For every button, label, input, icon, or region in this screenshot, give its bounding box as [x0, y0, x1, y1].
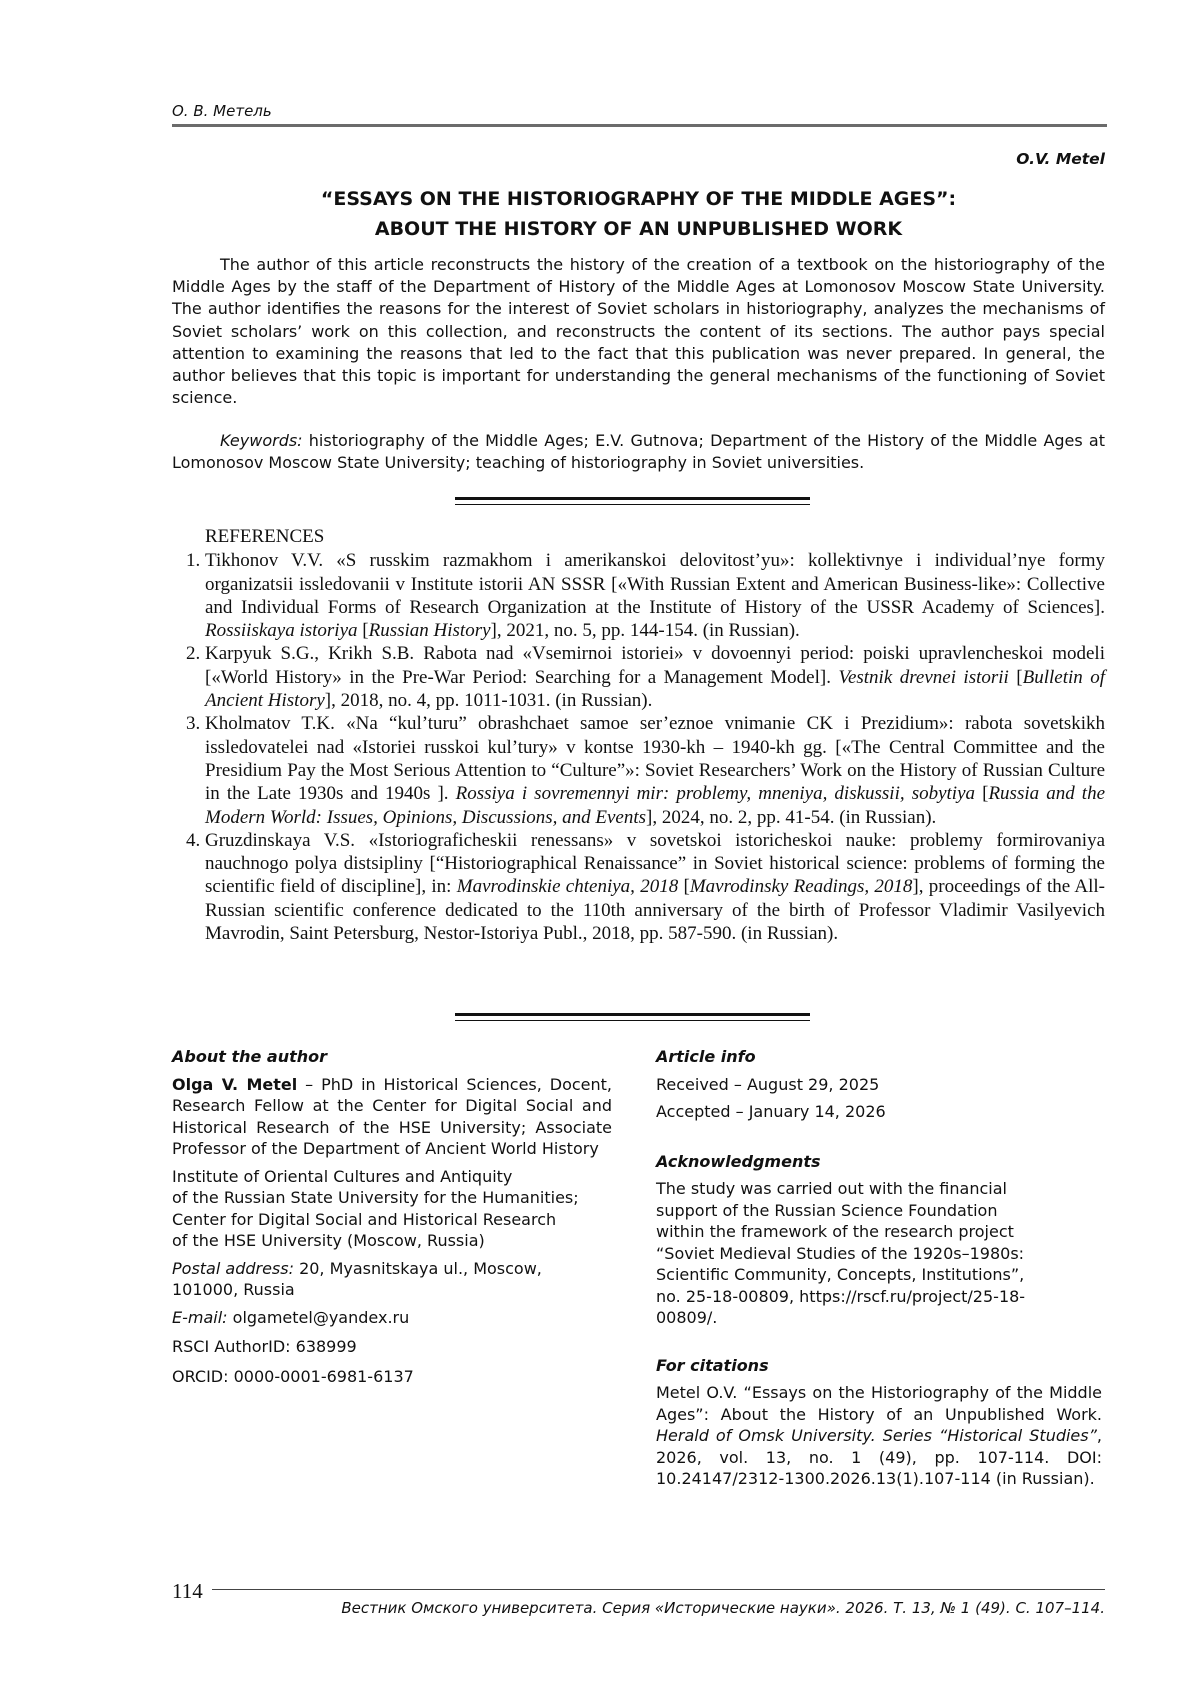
running-head-author: О. В. Метель — [172, 102, 272, 120]
keywords — [172, 430, 1105, 474]
author-bio: Olga V. Metel – PhD in Historical Sciences, Docent, Research Fellow at the Center for Digital Social and Historical Research of the HSE University; Associate Professor of the Department of Ancient World History — [172, 1074, 612, 1158]
keywords-label: Keywords: — [220, 431, 303, 450]
article-author: O.V. Metel — [1016, 150, 1105, 168]
title-line-2: ABOUT THE HISTORY OF AN UNPUBLISHED WORK — [374, 218, 903, 240]
author-affiliation: Institute of Oriental Cultures and Antiquity of the Russian State University for the Humanities; Center for Digital Social and Historical Research of the HSE University (Moscow, Russia) — [172, 1166, 579, 1250]
references-heading: REFERENCES — [205, 526, 325, 547]
references-list — [172, 549, 1105, 945]
header-rule — [172, 124, 1107, 127]
about-author-heading: About the author — [172, 1047, 328, 1066]
postal-address: Postal address: 20, Myasnitskaya ul., Moscow, 101000, Russia — [172, 1258, 542, 1299]
page-number: 114 — [172, 1579, 203, 1603]
acknowledgments-heading: Acknowledgments — [656, 1151, 821, 1171]
reference-item: 4. Gruzdinskaya V.S. «Istoriograficheskii renessans» v sovetskoi istoricheskoi nauke: problemy formirovaniya nauchnogo polya distsipliny [“Historiographical Renaissance” in Soviet historical science: problems of forming the scientific field of discipline], in: Mavrodinskie chteniya, 2018 [Mavrodinsky Readings, 2018], proceedings of the All-Russian scientific conference dedicated to the 110th anniversary of the birth of Professor Vladimir Vasilyevich Mavrodin, Saint Petersburg, Nestor-Istoriya Publ., 2018, pp. 587-590. (in Russian). — [205, 829, 1105, 945]
rsci-author-id: RSCI AuthorID: 638999 — [172, 1337, 357, 1356]
received-date: Received – August 29, 2025 — [656, 1074, 880, 1094]
author-name: Olga V. Metel — [172, 1074, 298, 1094]
rscf-link[interactable]: no. 25-18-00809, https://rscf.ru/project/25-18- — [656, 1286, 1026, 1306]
keywords-text: historiography of the Middle Ages; E.V. Gutnova; Department of the History of the Middle Ages at Lomonosov Moscow State University; teaching of historiography in Soviet universities. — [172, 431, 1105, 473]
email-link[interactable]: olgametel@yandex.ru — [227, 1307, 410, 1327]
reference-item: 3. Kholmatov T.K. «Na “kul’turu” obrashchaet samoe ser’eznoe vnimanie CK i Prezidium»: rabota sovetskikh issledovatelei nad «Istoriei russkoi kul’tury» v kontse 1930-kh – 1940-kh gg. [«The Central Committee and the Presidium Pay the Most Serious Attention to “Culture”»: Soviet Researchers’ Work on the History of Russian Culture in the Late 1930s and 1940s ]. Rossiya i sovremennyi mir: problemy, mneniya, diskussii, sobytiya [Russia and the Modern World: Issues, Opinions, Discussions, and Events], 2024, no. 2, pp. 41-54. (in Russian). — [205, 712, 1105, 828]
reference-item: 1. Tikhonov V.V. «S russkim razmakhom i amerikanskoi delovitost’yu»: kollektivnye i individual’nye formy organizatsii issledovanii v Institute istorii AN SSSR [«With Russian Extent and American Business-like»: Collective and Individual Forms of Research Organization at the Institute of History of the USSR Academy of Sciences]. Rossiiskaya istoriya [Russian History], 2021, no. 5, pp. 144-154. (in Russian). — [205, 549, 1105, 642]
orcid: ORCID: 0000-0001-6981-6137 — [172, 1366, 414, 1386]
citation-heading: For citations — [656, 1355, 769, 1375]
accepted-date: Accepted – January 14, 2026 — [656, 1102, 886, 1121]
citation-text: Metel O.V. “Essays on the Historiography of the Middle Ages”: About the History of an Unpublished Work. Herald of Omsk University. Series “Historical Studies”, 2026, vol. 13, no. 1 (49), pp. 107-114. DOI: 10.24147/2312-1300.2026.13(1).107-114 (in Russian). — [656, 1383, 1102, 1488]
title-line-1: “ESSAYS ON THE HISTORIOGRAPHY OF THE MIDDLE AGES”: — [320, 188, 957, 210]
reference-item: 2. Karpyuk S.G., Krikh S.B. Rabota nad «Vsemirnoi istoriei» v dovoennyi period: poiski upravlencheskoi modeli [«World History» in the Pre-War Period: Searching for a Management Model]. Vestnik drevnei istorii [Bulletin of Ancient History], 2018, no. 4, pp. 1011-1031. (in Russian). — [205, 642, 1105, 712]
author-email: E-mail: olgametel@yandex.ru — [172, 1307, 410, 1327]
acknowledgments-text: The study was carried out with the financial support of the Russian Science Foundation within the framework of the research project “Soviet Medieval Studies of the 1920s–1980s: Scientific Community, Concepts, Institutions”, no. 25-18-00809, https://rscf.ru/project/25-18- 00809/. — [656, 1179, 1026, 1327]
footer-rule — [212, 1589, 1105, 1590]
references — [172, 525, 1105, 945]
abstract: The author of this article reconstructs the history of the creation of a textbook on the historiography of the Middle Ages by the staff of the Department of History of the Middle Ages at Lomonosov Moscow State University. The author identifies the reasons for the interest of Soviet scholars in historiography, analyzes the mechanisms of Soviet scholars’ work on this collection, and reconstructs the content of its sections. The author pays special attention to examining the reasons that led to the fact that this publication was never prepared. In general, the author believes that this topic is important for understanding the general mechanisms of the functioning of Soviet science. — [172, 255, 1105, 408]
section-divider — [455, 1013, 810, 1021]
about-author-column — [172, 1046, 612, 1387]
section-divider — [455, 497, 810, 505]
article-title — [172, 184, 1105, 244]
article-info-column — [656, 1046, 1102, 1490]
article-info-heading: Article info — [656, 1047, 756, 1066]
footer-journal: Вестник Омского университета. Серия «Исторические науки». 2026. Т. 13, № 1 (49). С. 107–114. — [341, 1599, 1105, 1617]
